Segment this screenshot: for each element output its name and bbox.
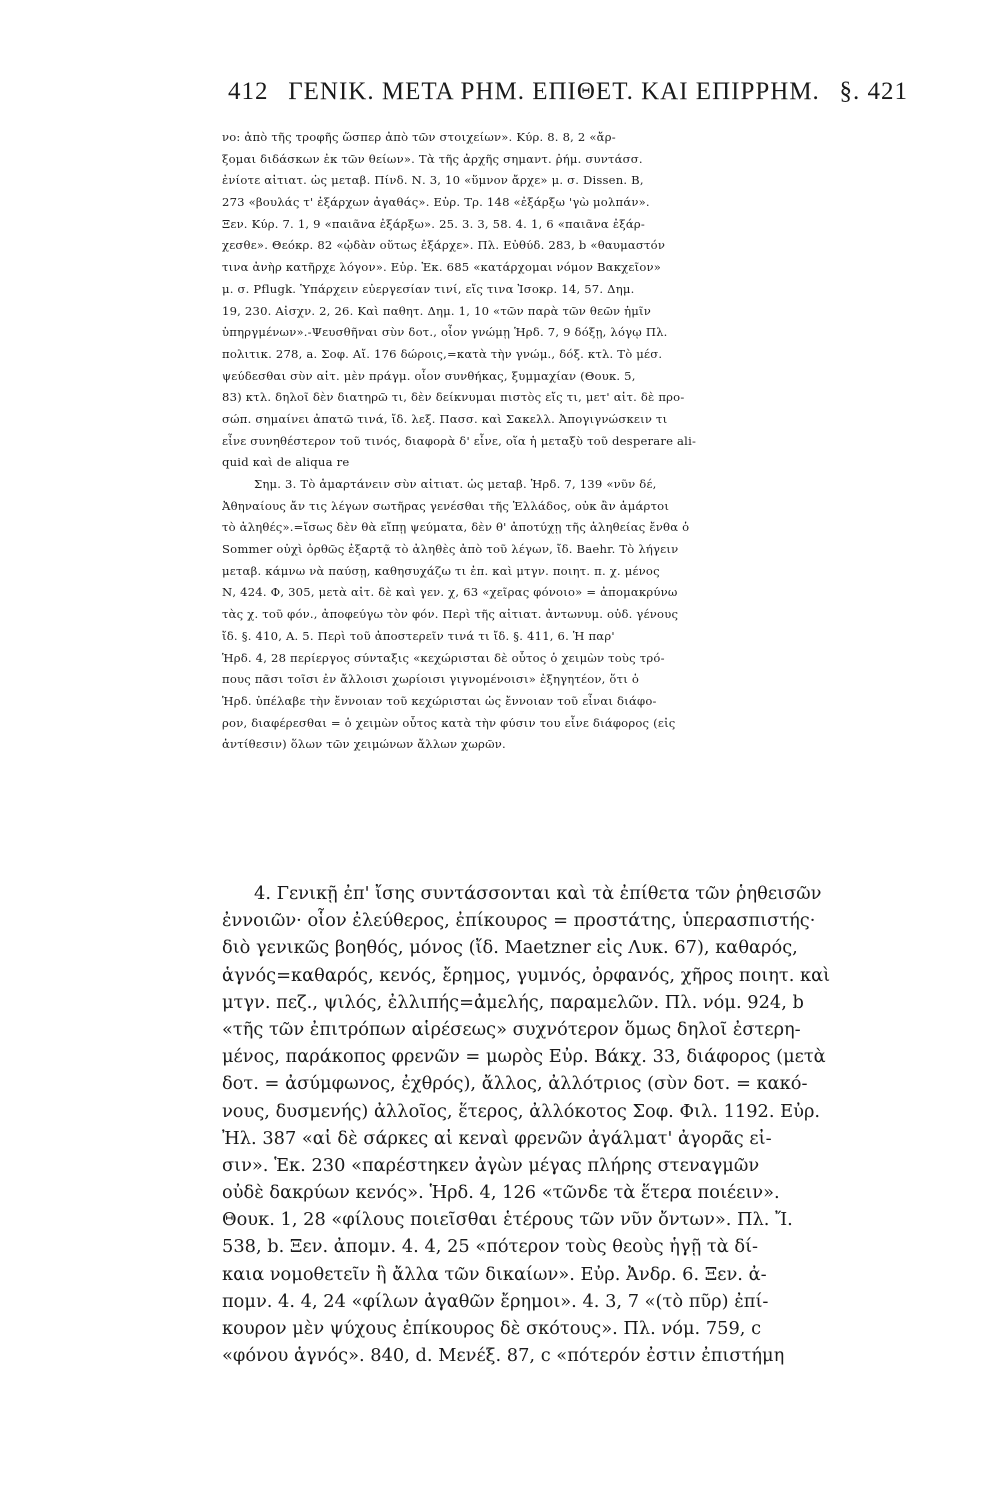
note-heading-line: Σημ. 3. Τὸ ἁμαρτάνειν σὺν αἰτιατ. ὡς μεταβ. Ἡρδ. 7, 139 «νῦν δέ, bbox=[254, 477, 657, 491]
text-line: ἴδ. §. 410, Α. 5. Περὶ τοῦ ἀποστερεῖν τινά τι ἴδ. §. 411, 6. Ἡ παρ' bbox=[222, 628, 615, 643]
text-line: δοτ. = ἀσύμφωνος, ἐχθρός), ἄλλος, ἀλλότριος (σὺν δοτ. = κακό- bbox=[222, 1073, 808, 1095]
text-line: ἐννοιῶν· οἷον ἐλεύθερος, ἐπίκουρος = προστάτης, ὑπερασπιστής· bbox=[222, 910, 816, 932]
text-line: μτγν. πεζ., ψιλός, ἐλλιπής=ἀμελής, παραμελῶν. Πλ. νόμ. 924, b bbox=[222, 991, 804, 1013]
text-line: οὐδὲ δακρύων κενός». Ἡρδ. 4, 126 «τῶνδε τὰ ἕτερα ποιέειν». bbox=[222, 1182, 780, 1204]
text-line: καια νομοθετεῖν ἢ ἄλλα τῶν δικαίων». Εὐρ. Ἀνδρ. 6. Ξεν. ἀ- bbox=[222, 1263, 767, 1285]
text-line: τὰς χ. τοῦ φόν., ἀποφεύγω τὸν φόν. Περὶ τῆς αἰτιατ. ἀντωνυμ. οὐδ. γένους bbox=[222, 607, 679, 622]
text-line: σιν». Ἑκ. 230 «παρέστηκεν ἀγὼν μέγας πλήρης στεναγμῶν bbox=[222, 1154, 760, 1176]
text-line: σώπ. σημαίνει ἀπατῶ τινά, ἴδ. λεξ. Πασσ. καὶ Σακελλ. Ἀπογιγνώσκειν τι bbox=[222, 411, 668, 426]
text-line: Ἀθηναίους ἄν τις λέγων σωτῆρας γενέσθαι τῆς Ἑλλάδος, οὐκ ἂν ἁμάρτοι bbox=[222, 498, 670, 513]
text-line: Ξεν. Κύρ. 7. 1, 9 «παιᾶνα ἐξάρξω». 25. 3. 3, 58. 4. 1, 6 «παιᾶνα ἐξάρ- bbox=[222, 216, 646, 231]
text-line: Ἡρδ. ὑπέλαβε τὴν ἔννοιαν τοῦ κεχώρισται ὡς ἔννοιαν τοῦ εἶναι διάφο- bbox=[222, 693, 657, 708]
text-line: πολιτικ. 278, a. Σοφ. Αἴ. 176 δώροις,=κατὰ τὴν γνώμ., δόξ. κτλ. Τὸ μέσ. bbox=[222, 346, 663, 361]
text-line: μεταβ. κάμνω νὰ παύσῃ, καθησυχάζω τι ἐπ. καὶ μτγν. ποιητ. π. χ. μένος bbox=[222, 563, 660, 578]
text-line: ἐνίοτε αἰτιατ. ὡς μεταβ. Πίνδ. Ν. 3, 10 «ὕμνον ἄρχε» μ. σ. Dissen. Β, bbox=[222, 173, 644, 188]
text-line: «φόνου ἁγνός». 840, d. Μενέξ. 87, c «πότερόν ἐστιν ἐπιστήμη bbox=[222, 1345, 785, 1367]
section-number: §. 421 bbox=[839, 78, 908, 105]
text-line: Ἠλ. 387 «αἱ δὲ σάρκες αἱ κεναὶ φρενῶν ἀγάλματ' ἀγορᾶς εἰ- bbox=[222, 1127, 772, 1149]
text-line: κουρον μὲν ψύχους ἐπίκουρος δὲ σκότους». Πλ. νόμ. 759, c bbox=[222, 1318, 762, 1339]
text-line: ἀντίθεσιν) ὅλων τῶν χειμώνων ἄλλων χωρῶν. bbox=[222, 737, 506, 752]
running-title: ΓΕΝΙΚ. ΜΕΤΑ ΡΗΜ. ΕΠΙΘΕΤ. ΚΑΙ ΕΠΙΡΡΗΜ. bbox=[288, 78, 820, 105]
text-line: 19, 230. Αἰσχν. 2, 26. Καὶ παθητ. Δημ. 1, 10 «τῶν παρὰ τῶν θεῶν ἡμῖν bbox=[222, 303, 651, 318]
text-line: χεσθε». Θεόκρ. 82 «ᾠδὰν οὕτως ἐξάρχε». Πλ. Εὐθύδ. 283, b «θαυμαστόν bbox=[222, 238, 666, 253]
text-line: τινα ἀνὴρ κατῆρχε λόγον». Εὐρ. Ἑκ. 685 «κατάρχομαι νόμον Βακχεῖον» bbox=[222, 260, 662, 275]
text-line: ξομαι διδάσκων ἐκ τῶν θείων». Τὰ τῆς ἀρχῆς σημαντ. ῥήμ. συντάσσ. bbox=[222, 151, 643, 166]
text-line: ψεύδεσθαι σὺν αἰτ. μὲν πράγμ. οἷον συνθήκας, ξυμμαχίαν (Θουκ. 5, bbox=[222, 368, 636, 383]
text-line: Sommer οὐχὶ ὀρθῶς ἐξαρτᾷ τὸ ἀληθὲς ἀπὸ τοῦ λέγων, ἴδ. Baehr. Τὸ λήγειν bbox=[222, 542, 679, 557]
paragraph-first-line: 4. Γενικῇ ἐπ' ἴσης συντάσσονται καὶ τὰ ἐπίθετα τῶν ῥηθεισῶν bbox=[254, 883, 822, 904]
text-line: quid καὶ de aliqua re bbox=[222, 455, 350, 470]
text-line: νο: ἀπὸ τῆς τροφῆς ὥσπερ ἀπὸ τῶν στοιχείων». Κύρ. 8. 8, 2 «ἄρ- bbox=[222, 130, 616, 144]
text-line: νους, δυσμενής) ἀλλοῖος, ἕτερος, ἀλλόκοτος Σοφ. Φιλ. 1192. Εὐρ. bbox=[222, 1100, 821, 1122]
text-line: Ν, 424. Φ, 305, μετὰ αἰτ. δὲ καὶ γεν. χ, 63 «χεῖρας φόνοιο» = ἀπομακρύνω bbox=[222, 585, 678, 600]
text-line: διὸ γενικῶς βοηθός, μόνος (ἴδ. Maetzner εἰς Λυκ. 67), καθαρός, bbox=[222, 937, 798, 959]
text-line: μένος, παράκοπος φρενῶν = μωρὸς Εὐρ. Βάκχ. 33, διάφορος (μετὰ bbox=[222, 1046, 826, 1068]
small-print-notes bbox=[222, 127, 912, 756]
page-number: 412 bbox=[228, 78, 269, 105]
text-line: ὑπηργμένων».-Ψευσθῆναι σὺν δοτ., οἷον γνώμῃ Ἡρδ. 7, 9 δόξῃ, λόγῳ Πλ. bbox=[222, 325, 668, 340]
text-line: 538, b. Ξεν. ἀπομν. 4. 4, 25 «πότερον τοὺς θεοὺς ἡγῇ τὰ δί- bbox=[222, 1236, 759, 1258]
text-line: πομν. 4. 4, 24 «φίλων ἀγαθῶν ἔρημοι». 4. 3, 7 «(τὸ πῦρ) ἐπί- bbox=[222, 1290, 769, 1312]
running-header bbox=[228, 78, 908, 106]
main-paragraph bbox=[222, 880, 912, 1369]
text-line: 83) κτλ. δηλοῖ δὲν διατηρῶ τι, δὲν δείκνυμαι πιστὸς εἴς τι, μετ' αἰτ. δὲ προ- bbox=[222, 390, 685, 405]
text-line: ρον, διαφέρεσθαι = ὁ χειμὼν οὗτος κατὰ τὴν φύσιν του εἶνε διάφορος (εἰς bbox=[222, 715, 676, 730]
text-line: εἶνε συνηθέστερον τοῦ τινός, διαφορὰ δ' εἶνε, οἵα ἡ μεταξὺ τοῦ desperare ali- bbox=[222, 433, 697, 448]
text-line: μ. σ. Pflugk. Ὑπάρχειν εὐεργεσίαν τινί, εἴς τινα Ἰσοκρ. 14, 57. Δημ. bbox=[222, 281, 635, 296]
text-line: «τῆς τῶν ἐπιτρόπων αἱρέσεως» συχνότερον ὅμως δηλοῖ ἐστερη- bbox=[222, 1018, 801, 1040]
text-line: τὸ ἀληθές».=ἴσως δὲν θὰ εἴπῃ ψεύματα, δὲν θ' ἀποτύχῃ τῆς ἀληθείας ἔνθα ὁ bbox=[222, 520, 690, 535]
text-line: πους πᾶσι τοῖσι ἐν ἄλλοισι χωρίοισι γιγνομένοισι» ἐξηγητέον, ὅτι ὁ bbox=[222, 672, 640, 687]
text-line: Θουκ. 1, 28 «φίλους ποιεῖσθαι ἑτέρους τῶν νῦν ὄντων». Πλ. Ἴ. bbox=[222, 1209, 793, 1231]
text-line: Ἡρδ. 4, 28 περίεργος σύνταξις «κεχώρισται δὲ οὗτος ὁ χειμὼν τοὺς τρό- bbox=[222, 650, 665, 665]
text-line: ἁγνός=καθαρός, κενός, ἔρημος, γυμνός, ὀρφανός, χῆρος ποιητ. καὶ bbox=[222, 964, 831, 986]
text-line: 273 «βουλάς τ' ἐξάρχων ἀγαθάς». Εὐρ. Τρ. 148 «ἐξάρξω 'γὼ μολπάν». bbox=[222, 195, 650, 210]
